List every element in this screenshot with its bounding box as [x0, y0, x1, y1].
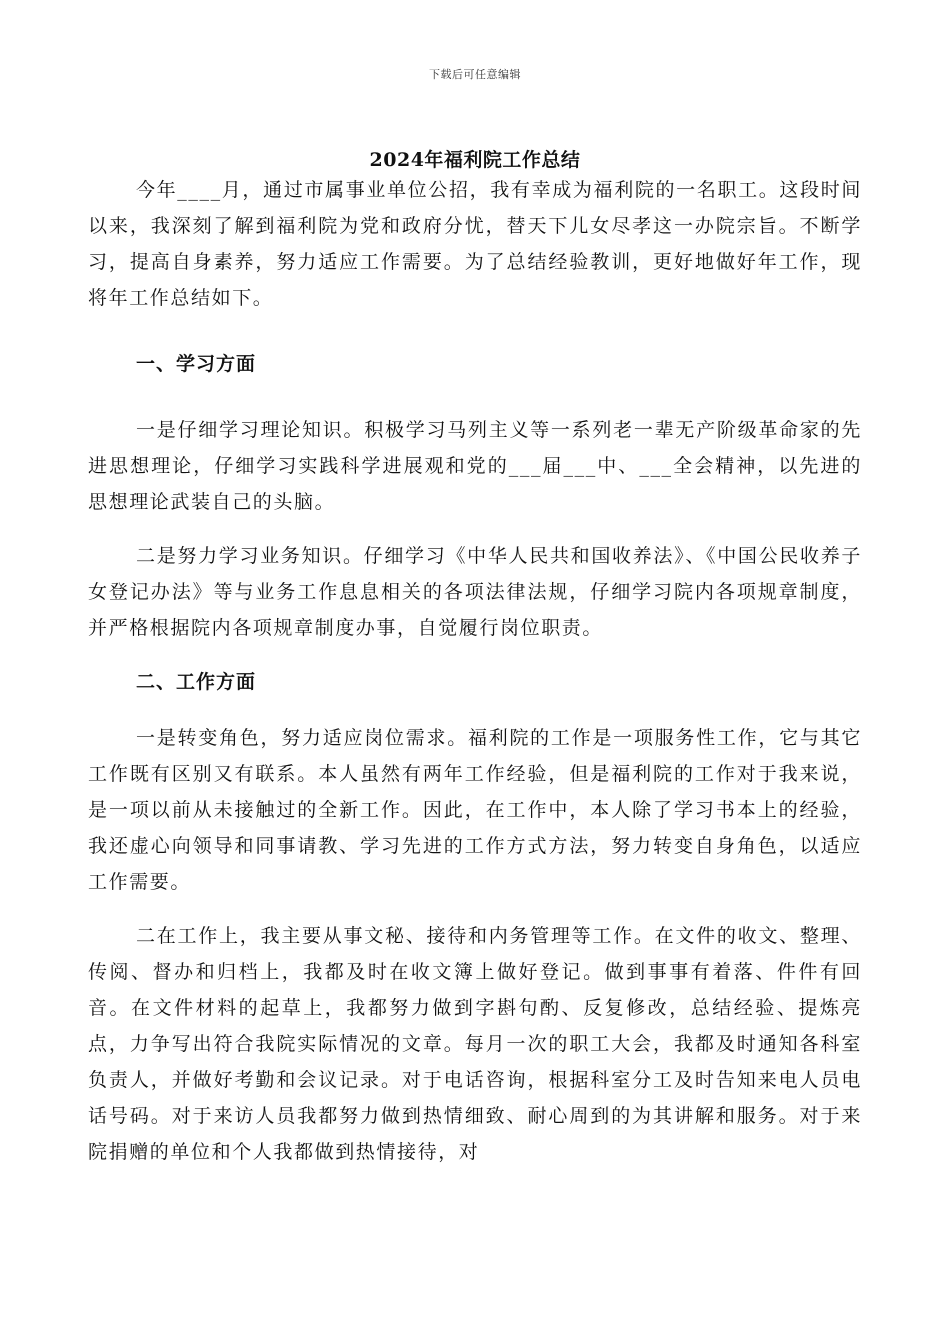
document-body — [88, 172, 862, 1188]
work-paragraph-2: 二在工作上，我主要从事文秘、接待和内务管理等工作。在文件的收文、整理、传阅、督办和归档上，我都及时在收文簿上做好登记。做到事事有着落、件件有回音。在文件材料的起草上，我都努力做到字斟句酌、反复修改，总结经验、提炼亮点，力争写出符合我院实际情况的文章。每月一次的职工大会，我都及时通知各科室负责人，并做好考勤和会议记录。对于电话咨询，根据科室分工及时告知来电人员电话号码。对于来访人员我都努力做到热情细致、耐心周到的为其讲解和服务。对于来院捐赠的单位和个人我都做到热情接待，对 — [88, 925, 862, 1163]
study-paragraph-1: 一是仔细学习理论知识。积极学习马列主义等一系列老一辈无产阶级革命家的先进思想理论，仔细学习实践科学进展观和党的___届___中、___全会精神，以先进的思想理论武装自己的头脑。 — [88, 419, 862, 513]
section-heading-study: 一、学习方面 — [136, 353, 257, 375]
intro-paragraph: 今年____月，通过市属事业单位公招，我有幸成为福利院的一名职工。这段时间以来，我深刻了解到福利院为党和政府分忧，替天下儿女尽孝这一办院宗旨。不断学习，提高自身素养，努力适应工作需要。为了总结经验教训，更好地做好年工作，现将年工作总结如下。 — [88, 179, 862, 309]
document-title: 2024年福利院工作总结 — [369, 149, 581, 171]
section-heading-work: 二、工作方面 — [136, 671, 257, 693]
work-paragraph-1: 一是转变角色，努力适应岗位需求。福利院的工作是一项服务性工作，它与其它工作既有区别又有联系。本人虽然有两年工作经验，但是福利院的工作对于我来说，是一项以前从未接触过的全新工作。因此，在工作中，本人除了学习书本上的经验，我还虚心向领导和同事请教、学习先进的工作方式方法，努力转变自身角色，以适应工作需要。 — [88, 727, 862, 893]
study-paragraph-2: 二是努力学习业务知识。仔细学习《中华人民共和国收养法》、《中国公民收养子女登记办法》等与业务工作息息相关的各项法律法规，仔细学习院内各项规章制度，并严格根据院内各项规章制度办事，自觉履行岗位职责。 — [88, 545, 862, 639]
header-note: 下载后可任意编辑 — [429, 68, 521, 81]
